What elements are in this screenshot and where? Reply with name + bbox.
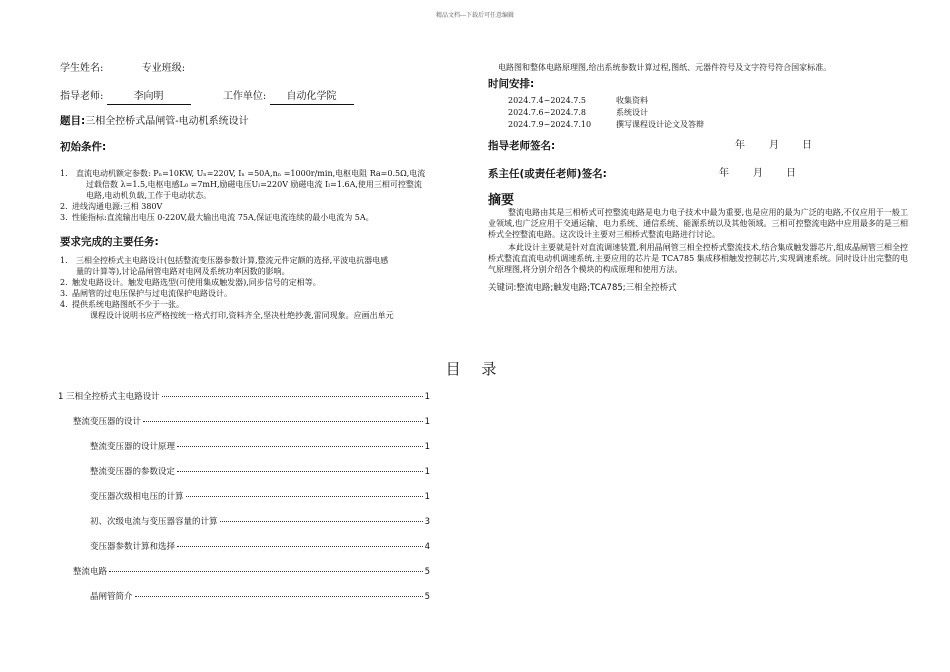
title-text: 三相全控桥式晶闸管-电动机系统设计 xyxy=(85,116,249,127)
advisor-sign-month: 月 xyxy=(769,140,779,151)
unit-label: 工作单位: xyxy=(222,91,267,102)
director-sign-year: 年 xyxy=(719,168,729,179)
toc-entry[interactable]: 整流变压器的参数设定 1 xyxy=(90,467,430,477)
advisor-label: 指导老师: xyxy=(60,91,104,102)
toc-entry[interactable]: 变压器次级相电压的计算 1 xyxy=(90,492,430,502)
schedule-row: 2024.7.9~2024.7.10 撰写课程设计论文及答辩 xyxy=(508,120,704,129)
schedule-list xyxy=(488,95,908,131)
initial-heading: 初始条件: xyxy=(60,141,107,153)
tasks-list xyxy=(60,255,470,321)
task-item: 1. 三相全控桥式主电路设计(包括整流变压器参数计算,整流元件定额的选择,平波电抗器电感 量的计算等),讨论晶闸管电路对电网及系统功率因数的影响。 xyxy=(60,256,389,276)
toc-title: 目 录 xyxy=(445,360,505,378)
advisor-sign-label: 指导老师签名: xyxy=(488,140,556,152)
initial-item: 1. 直流电动机额定参数: Pₙ=10KW, Uₙ=220V, Iₙ =50A,nₙ =1000r/min,电枢电阻 Ra=0.5Ω,电流 过载倍数 λ=1.5,电枢电感L₀ =7mH,励磁电压Uₗ=220V 励磁电流 Iₗ=1.6A,使用三相可控整流 电路,电动机负载,工作于电动状态。 xyxy=(60,169,426,200)
toc-entry[interactable]: 变压器参数计算和选择 4 xyxy=(90,542,430,552)
director-sign-label: 系主任(或责任老师)签名: xyxy=(488,168,607,180)
tasks-heading: 要求完成的主要任务: xyxy=(60,236,159,248)
schedule-row: 2024.7.6~2024.7.8 系统设计 xyxy=(508,108,648,117)
left-column xyxy=(60,62,470,321)
director-sign-row xyxy=(488,167,908,189)
toc-entry[interactable]: 初、次级电流与变压器容量的计算 3 xyxy=(90,517,430,527)
student-row xyxy=(60,62,470,86)
task-item: 3. 晶闸管的过电压保护与过电流保护电路设计。 xyxy=(60,289,232,298)
abstract-paragraph-1: 整流电路由其是三相桥式可控整流电路是电力电子技术中最为重要,也是应用的最为广泛的电路,不仅应用于一般工业领域,也广泛应用于交通运输、电力系统、通信系统、能源系统以及其他领域。三相可控整流电路中应用最多的是三相桥式全控整流电路。这次设计主要对三相桥式整流电路进行讨论。 xyxy=(488,208,908,240)
class-label: 专业班级: xyxy=(141,63,186,74)
toc-entry[interactable]: 整流变压器的设计 1 xyxy=(73,417,430,427)
right-column xyxy=(488,62,908,293)
keywords: 关键词:整流电路;触发电路;TCA785;三相全控桥式 xyxy=(488,283,677,294)
advisor-sign-day: 日 xyxy=(802,140,812,151)
abstract-paragraph-2: 本此设计主要就是针对直流调速装置,利用晶闸管三相全控桥式整流技术,结合集成触发器芯片,组成晶闸管三相全控桥式整流直流电动机调速系统,主要应用的芯片是 TCA785 集成移相触发控制芯片,实现调速系统。同时设计出完整的电气原理图,将分别介绍各个模块的构成原理和使用方法。 xyxy=(488,242,908,275)
title-label: 题目: xyxy=(60,115,86,127)
continued-line: 电路图和整体电路原理图,给出系统参数计算过程,图纸、元器件符号及文字符号符合国家标准。 xyxy=(498,63,832,72)
initial-item: 3. 性能指标:直流输出电压 0-220V,最大输出电流 75A,保证电流连续的最小电流为 5A。 xyxy=(60,213,374,222)
watermark-text: 精品文档---下载后可任意编辑 xyxy=(435,12,515,19)
toc-entry[interactable]: 整流电路 5 xyxy=(73,567,430,577)
advisor-sign-row xyxy=(488,139,908,161)
title-row xyxy=(60,114,470,138)
toc-entry[interactable]: 1 三相全控桥式主电路设计 1 xyxy=(58,392,430,402)
advisor-name: 李向明 xyxy=(107,90,191,105)
director-sign-day: 日 xyxy=(786,168,796,179)
toc-entry[interactable]: 晶闸管简介 5 xyxy=(90,592,430,602)
schedule-row: 2024.7.4~2024.7.5 收集资料 xyxy=(508,96,648,105)
student-label: 学生姓名: xyxy=(60,63,104,74)
advisor-sign-year: 年 xyxy=(735,140,745,151)
abstract-heading: 摘要 xyxy=(488,193,515,208)
tasks-note: 课程设计说明书应严格按统一格式打印,资料齐全,坚决杜绝抄袭,雷同现象。应画出单元 xyxy=(90,311,394,320)
initial-item: 2. 进线沟通电源:三相 380V xyxy=(60,202,163,211)
task-item: 2. 触发电路设计。触发电路选型(可使用集成触发器),同步信号的定相等。 xyxy=(60,278,321,287)
time-heading: 时间安排: xyxy=(488,78,535,90)
unit-name: 自动化学院 xyxy=(270,90,354,105)
task-item: 4. 提供系统电路图纸不少于一张。 xyxy=(60,300,184,309)
advisor-row xyxy=(60,90,470,114)
director-sign-month: 月 xyxy=(753,168,763,179)
initial-list xyxy=(60,168,470,223)
table-of-contents xyxy=(58,390,430,615)
toc-entry[interactable]: 整流变压器的设计原理 1 xyxy=(90,442,430,452)
